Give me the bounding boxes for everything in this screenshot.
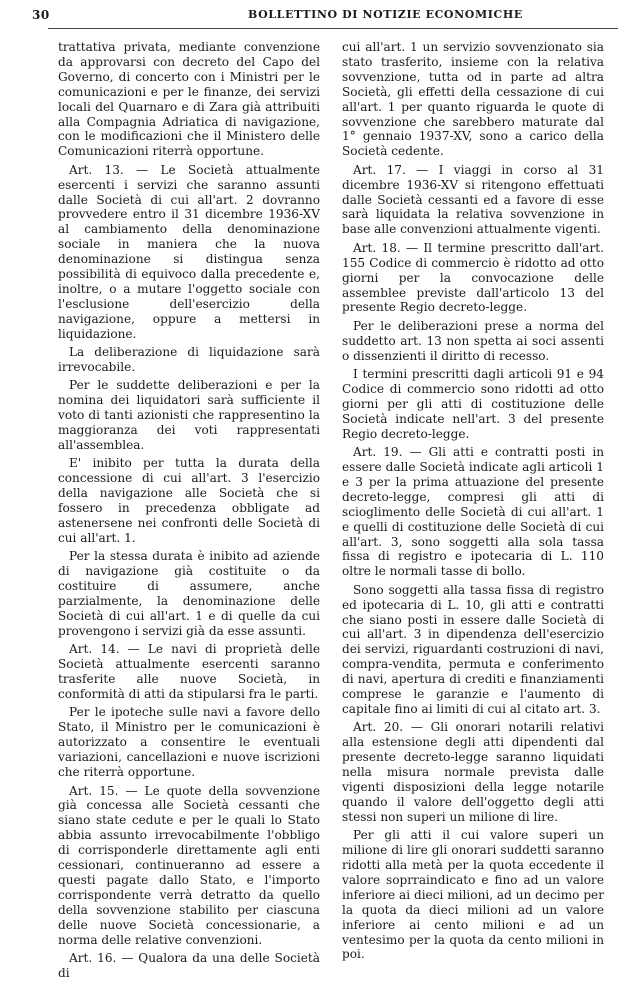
paragraph: La deliberazione di liquidazione sarà irrevocabile. xyxy=(58,345,320,375)
paragraph: Sono soggetti alla tassa fissa di registro ed ipotecaria di L. 10, gli atti e contratti che siano posti in essere dalle Società di cui all'art. 3 in dipendenza dell'esercizio dei servizi, riguardanti costruzioni di navi, compra-vendita, permuta e conferimento di navi, apertura di crediti e finanziamenti comprese le garanzie e l'aumento di capitale fino ai limiti di cui al citato art. 3. xyxy=(342,582,604,716)
paragraph: Per le deliberazioni prese a norma del suddetto art. 13 non spetta ai soci assenti o dissenzienti il diritto di recesso. xyxy=(342,318,604,363)
paragraph-art-19: Art. 19. — Gli atti e contratti posti in essere dalle Società indicate agli articoli 1 e 3 per la prima attuazione del presente decreto-legge, compresi gli atti di scioglimento delle Società di cui all'art. 1 e quelli di costituzione delle Società di cui all'art. 3, sono soggetti alla sola tassa fissa di registro e ipotecaria di L. 110 oltre le normali tasse di bollo. xyxy=(342,445,604,579)
paragraph-art-14: Art. 14. — Le navi di proprietà delle Società attualmente esercenti saranno trasferite alle nuove Società, in conformità di atti da stipularsi fra le parti. xyxy=(58,642,320,702)
paragraph: E' inibito per tutta la durata della concessione di cui all'art. 3 l'esercizio della navigazione alle Società che si fossero in precedenza obbligate ad astenersene nei confronti delle Società di cui all'art. 1. xyxy=(58,456,320,545)
header-rule xyxy=(48,28,618,29)
paragraph: trattativa privata, mediante convenzione da approvarsi con decreto del Capo del Governo, di concerto con i Ministri per le comunicazioni e per le finanze, dei servizi locali del Quarnaro e di Zara già attribuiti alla Compagnia Adriatica di navigazione, con le modificazioni che il Ministero delle Comunicazioni riterrà opportune. xyxy=(58,40,320,159)
paragraph-art-18: Art. 18. — Il termine prescritto dall'art. 155 Codice di commercio è ridotto ad otto giorni per la convocazione delle assemblee previste dall'articolo 13 del presente Regio decreto-legge. xyxy=(342,240,604,315)
paragraph: Per gli atti il cui valore superi un milione di lire gli onorari suddetti saranno ridotti alla metà per la quota eccedente il valore soprraindicato e fino ad un valore inferiore ai dieci milioni, ad un decimo per la quota da dieci milioni ad un valore inferiore ai cento milioni e ad un ventesimo per la quota da cento milioni in poi. xyxy=(342,828,604,962)
paragraph: Per la stessa durata è inibito ad aziende di navigazione già costituite o da costituire di assumere, anche parzialmente, la denominazione delle Società di cui all'art. 1 e di quelle da cui provengono i servizi già da esse assunti. xyxy=(58,549,320,638)
paragraph-art-17: Art. 17. — I viaggi in corso al 31 dicembre 1936-XV si ritengono effettuati dalle Società cessanti ed a favore di esse sarà liquidata la relativa sovvenzione in base alle convenzioni attualmente vigenti. xyxy=(342,162,604,237)
paragraph-art-20: Art. 20. — Gli onorari notarili relativi alla estensione degli atti dipendenti dal presente decreto-legge saranno liquidati nella misura normale prevista dalle vigenti disposizioni della legge notarile quando il valore dell'oggetto degli atti stessi non superi un milione di lire. xyxy=(342,720,604,824)
paragraph-art-16: Art. 16. — Qualora da una delle Società di xyxy=(58,950,320,980)
paragraph: Per le suddette deliberazioni e per la nomina dei liquidatori sarà sufficiente il voto di tanti azionisti che rappresentino la maggioranza dei voti rappresentati all'assemblea. xyxy=(58,378,320,453)
paragraph-art-13: Art. 13. — Le Società attualmente esercenti i servizi che saranno assunti dalle Società di cui all'art. 2 dovranno provvedere entro il 31 dicembre 1936-XV al cambiamento della denominazione sociale in maniera che la nuova denominazione si distingua senza possibilità di equivoco dalla precedente e, inoltre, o a mutare l'oggetto sociale con l'esclusione dell'esercizio della navigazione, oppure a mettersi in liquidazione. xyxy=(58,162,320,341)
page-number: 30 xyxy=(32,8,50,22)
paragraph-art-15: Art. 15. — Le quote della sovvenzione già concessa alle Società cessanti che siano state cedute e per le quali lo Stato abbia assunto irrevocabilmente l'obbligo di corrisponderle direttamente agli enti cessionari, continueranno ad essere a questi pagate dallo Stato, e l'importo corrispondente verrà detratto da quello della sovvenzione stabilito per ciascuna delle nuove Società concessionarie, a norma delle relative convenzioni. xyxy=(58,783,320,947)
paragraph: I termini prescritti dagli articoli 91 e 94 Codice di commercio sono ridotti ad otto giorni per gli atti di costituzione delle Società indicate nell'art. 3 del presente Regio decreto-legge. xyxy=(342,367,604,441)
paragraph: Per le ipoteche sulle navi a favore dello Stato, il Ministro per le comunicazioni è autorizzato a consentire le eventuali variazioni, cancellazioni e nuove iscrizioni che riterrà opportune. xyxy=(58,705,320,780)
left-column xyxy=(58,40,320,980)
paragraph: cui all'art. 1 un servizio sovvenzionato sia stato trasferito, insieme con la relativa sovvenzione, tutta od in parte ad altra Società, gli effetti della cessazione di cui all'art. 1 per quanto riguarda le quote di sovvenzione che sarebbero maturate dal 1° gennaio 1937-XV, sono a carico della Società cedente. xyxy=(342,40,604,159)
page-header xyxy=(28,0,613,34)
right-column xyxy=(342,40,604,962)
running-title: BOLLETTINO DI NOTIZIE ECONOMICHE xyxy=(248,8,523,21)
